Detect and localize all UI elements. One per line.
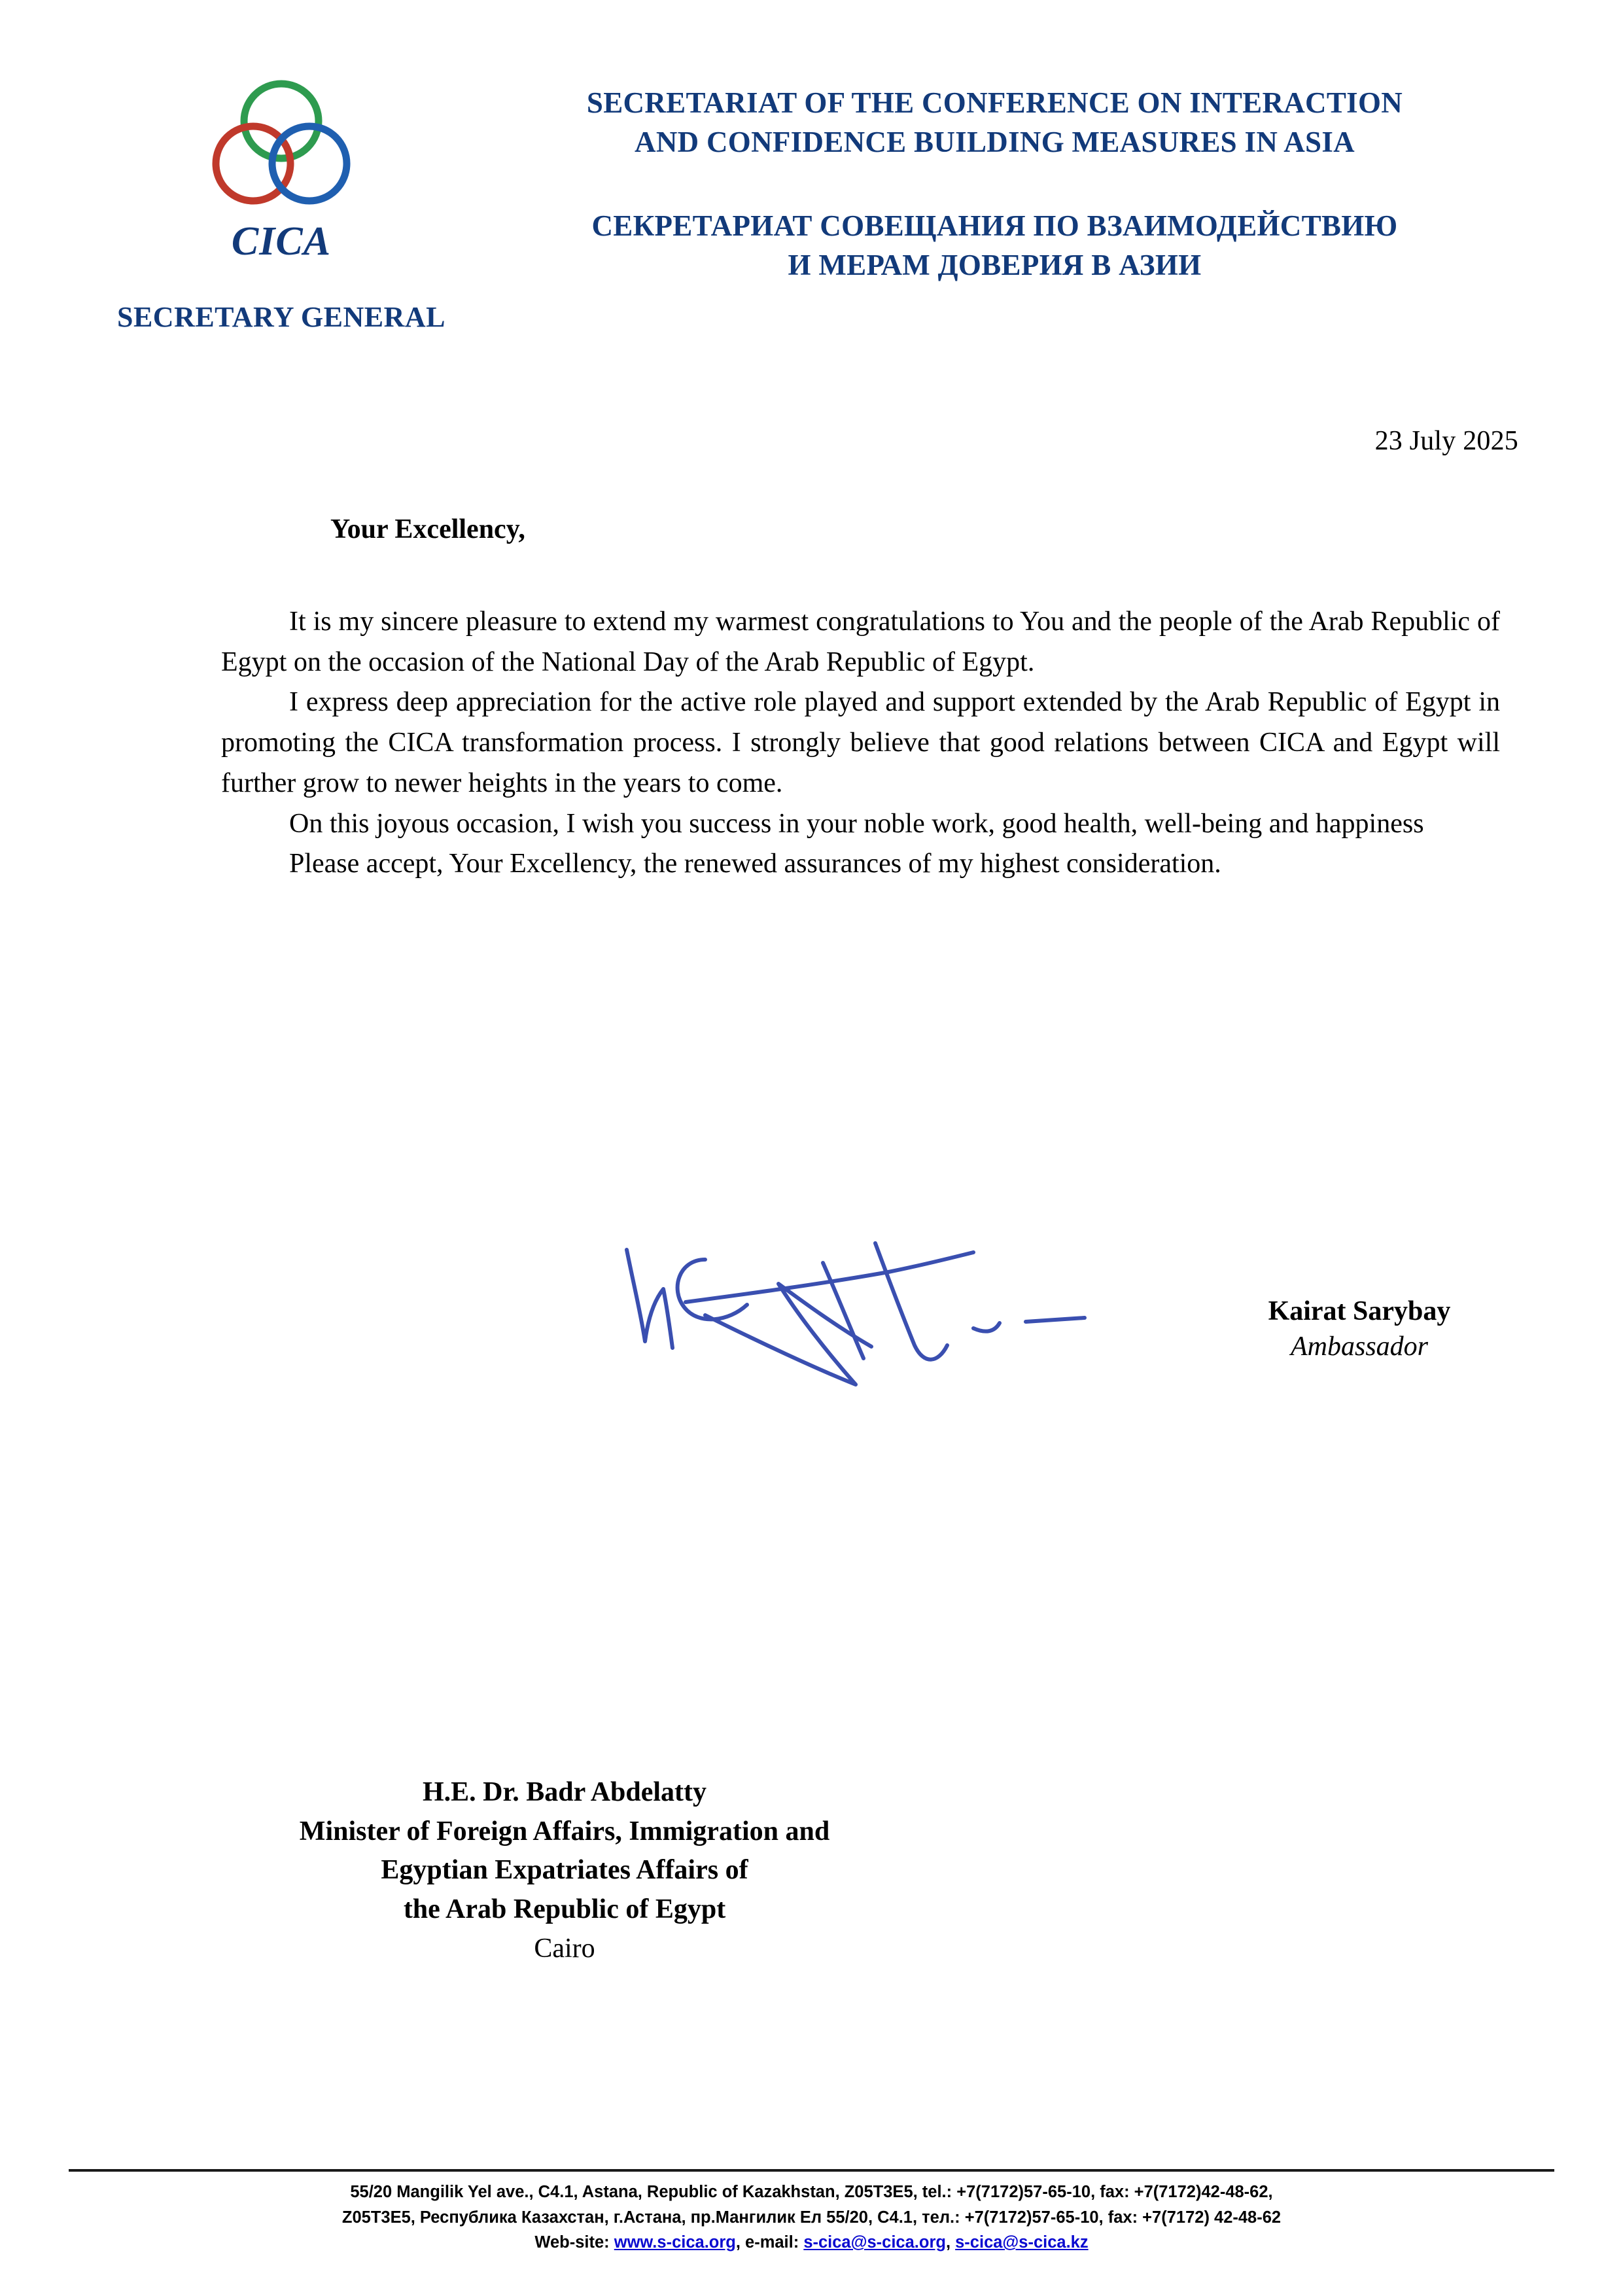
letter-date: 23 July 2025 — [1374, 426, 1518, 456]
footer — [69, 2169, 1554, 2255]
handwritten-signature-icon — [607, 1224, 1157, 1400]
footer-contacts — [69, 2230, 1554, 2255]
title-russian-line2: И МЕРАМ ДОВЕРИЯ В АЗИИ — [788, 248, 1202, 281]
signer-title: Ambassador — [1290, 1332, 1429, 1362]
logo-wordmark: CICA — [231, 219, 332, 264]
addressee-country: the Arab Republic of Egypt — [403, 1894, 726, 1924]
addressee-name: H.E. Dr. Badr Abdelatty — [422, 1777, 707, 1807]
footer-text — [69, 2180, 1554, 2255]
title-english-line2: AND CONFIDENCE BUILDING MEASURES IN ASIA — [635, 125, 1355, 158]
addressee-city: Cairo — [534, 1933, 595, 1964]
title-russian — [464, 207, 1525, 285]
signer-name: Kairat Sarybay — [1268, 1296, 1451, 1326]
footer-email-link-1[interactable]: s-cica@s-cica.org — [803, 2233, 946, 2252]
letter-body — [221, 602, 1500, 885]
title-english — [464, 84, 1525, 162]
letter-paragraph: On this joyous occasion, I wish you success in your noble work, good health, well-being and happiness — [289, 808, 1424, 839]
header-titles — [464, 72, 1525, 285]
cica-logo-icon — [183, 72, 379, 222]
signature-area — [221, 1224, 1500, 1413]
letter-paragraph: I express deep appreciation for the active role played and support extended by the Arab Republic of Egypt in promoting the CICA transformation process. I strongly believe that good relations between CICA and Egypt will further grow to newer heights in the years to come. — [221, 687, 1500, 798]
footer-website-label: Web-site: — [534, 2233, 614, 2252]
footer-email-link-2[interactable]: s-cica@s-cica.kz — [955, 2233, 1089, 2252]
signer-block — [1219, 1296, 1500, 1362]
letter-paragraph: It is my sincere pleasure to extend my warmest congratulations to You and the people of the Arab Republic of Egypt on the occasion of the National Day of the Arab Republic of Egypt. — [221, 607, 1500, 677]
title-russian-line1: СЕКРЕТАРИАТ СОВЕЩАНИЯ ПО ВЗАИМОДЕЙСТВИЮ — [591, 209, 1398, 242]
footer-address-en: 55/20 Mangilik Yel ave., C4.1, Astana, Republic of Kazakhstan, Z05T3E5, tel.: +7(7172)57-65-10, fax: +7(7172)42-48-62, — [350, 2182, 1273, 2201]
footer-divider — [69, 2169, 1554, 2172]
footer-email-label: , e-mail: — [735, 2233, 804, 2252]
addressee-title-line2: Egyptian Expatriates Affairs of — [381, 1855, 748, 1886]
logo-block — [98, 72, 464, 334]
letterhead — [98, 72, 1525, 334]
footer-email-separator: , — [945, 2233, 956, 2252]
footer-address-ru: Z05T3E5, Республика Казахстан, г.Астана, пр.Мангилик Ел 55/20, С4.1, тел.: +7(7172)57-65-10, fax: +7(7172) 42-48-62 — [341, 2208, 1282, 2227]
addressee-title-line1: Minister of Foreign Affairs, Immigration and — [299, 1816, 830, 1846]
title-english-line1: SECRETARIAT OF THE CONFERENCE ON INTERACTION — [586, 86, 1403, 119]
secretary-general-label: SECRETARY GENERAL — [116, 301, 446, 333]
addressee-block — [221, 1773, 908, 1968]
footer-website-link[interactable]: www.s-cica.org — [614, 2233, 736, 2252]
letter-paragraph: Please accept, Your Excellency, the renewed assurances of my highest consideration. — [289, 849, 1221, 879]
salutation: Your Excellency, — [330, 514, 525, 544]
